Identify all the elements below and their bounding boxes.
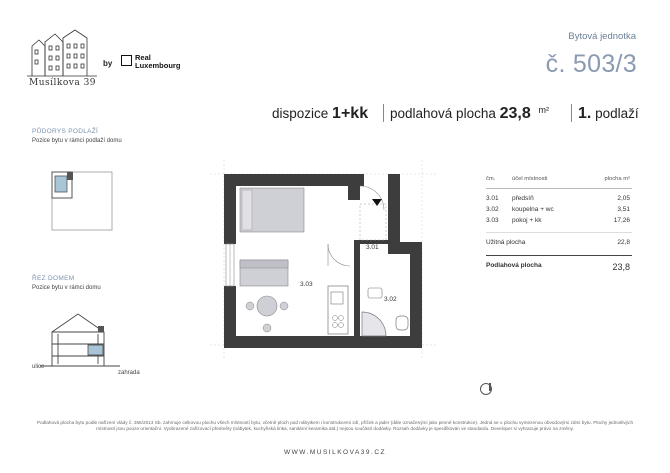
table-divider bbox=[486, 232, 632, 233]
by-label: by bbox=[103, 59, 113, 68]
partner-name bbox=[135, 54, 180, 70]
table-header bbox=[486, 176, 632, 186]
table-divider bbox=[486, 188, 632, 189]
building-section-diagram bbox=[40, 304, 130, 376]
row-room-area: 17,26 bbox=[613, 217, 630, 224]
row-room-area: 3,51 bbox=[617, 206, 630, 213]
layout-label: dispozice bbox=[272, 106, 329, 121]
row-room-area: 2,05 bbox=[617, 195, 630, 202]
footer-disclaimer: Podlahová plocha bytu podle nařízení vlády č. 366/2013 Sb. zahrnuje celkovou plochu všech místností bytu, včetně ploch pod nábytkem i konstrukcemi zdí, příček a jader (dále označenými jako pevné konstrukce). Jedná se o plochu vymezenou obvodovými zdmi bytu. Plochy jednotlivých místností jsou pouze orientační. Vyobrazené zařizovací předměty (nábytek, kuchyňská linka, sanitární keramika atd.) nejsou součástí dodávky. Rozsah dodávky je specifikován ve standardu. Developer si vyhrazuje právo na změny. bbox=[36, 420, 634, 432]
floor-label: podlaží bbox=[595, 106, 639, 121]
area-summary bbox=[390, 105, 549, 123]
room-label-301: 3.01 bbox=[366, 244, 379, 251]
room-label-302: 3.02 bbox=[384, 296, 397, 303]
area-value: 23,8 bbox=[499, 105, 531, 122]
row-room-name: koupelna + wc bbox=[512, 206, 554, 213]
floor-summary bbox=[578, 105, 639, 123]
table-row bbox=[486, 206, 632, 217]
layout-value: 1+kk bbox=[332, 105, 369, 122]
partner-logo-icon bbox=[121, 55, 132, 66]
project-logo bbox=[27, 28, 107, 90]
table-row bbox=[486, 217, 632, 228]
partner-name-line1: Real bbox=[135, 53, 151, 62]
building-logo-icon bbox=[27, 28, 107, 78]
summary-line bbox=[272, 105, 368, 123]
apartment-floor-plan bbox=[210, 160, 438, 360]
unit-number: č. 503/3 bbox=[545, 50, 637, 78]
divider bbox=[571, 104, 572, 122]
divider bbox=[383, 104, 384, 122]
floor-value: 1. bbox=[578, 105, 592, 122]
floor-area-row bbox=[486, 262, 632, 276]
room-label-303: 3.03 bbox=[300, 281, 313, 288]
street-label: ulice bbox=[32, 364, 45, 370]
col-room-num: čm. bbox=[486, 176, 496, 182]
section-cut-subtitle: Pozice bytu v rámci domu bbox=[32, 285, 101, 291]
usable-area-row bbox=[486, 239, 632, 251]
website-link[interactable]: WWW.MUSILKOVA39.CZ bbox=[284, 449, 386, 456]
usable-area-value: 22,8 bbox=[617, 239, 630, 246]
area-label: podlahová plocha bbox=[390, 106, 496, 121]
row-room-num: 3.01 bbox=[486, 195, 499, 202]
garden-label: zahrada bbox=[118, 370, 140, 376]
unit-type-label: Bytová jednotka bbox=[568, 31, 636, 42]
usable-area-label: Užitná plocha bbox=[486, 239, 526, 246]
row-room-num: 3.03 bbox=[486, 217, 499, 224]
floor-area-label: Podlahová plocha bbox=[486, 262, 542, 269]
table-divider bbox=[486, 255, 632, 256]
row-room-num: 3.02 bbox=[486, 206, 499, 213]
section-cut-title: ŘEZ DOMEM bbox=[32, 275, 75, 282]
col-room-name: účel místnosti bbox=[512, 176, 548, 182]
rooms-table bbox=[486, 176, 632, 276]
floor-area-value: 23,8 bbox=[612, 262, 630, 272]
row-room-name: předsíň bbox=[512, 195, 534, 202]
floor-plan-subtitle: Pozice bytu v rámci podlaží domu bbox=[32, 138, 122, 144]
col-room-area: plocha m² bbox=[604, 176, 630, 182]
floor-plan-title: PŮDORYS PODLAŽÍ bbox=[32, 128, 99, 135]
floor-position-diagram bbox=[44, 166, 116, 232]
north-arrow-icon bbox=[489, 383, 491, 391]
row-room-name: pokoj + kk bbox=[512, 217, 542, 224]
area-unit: m² bbox=[538, 105, 550, 115]
table-row bbox=[486, 195, 632, 206]
project-name: Musílkova 39 bbox=[29, 78, 97, 88]
partner-name-line2: Luxembourg bbox=[135, 61, 181, 70]
